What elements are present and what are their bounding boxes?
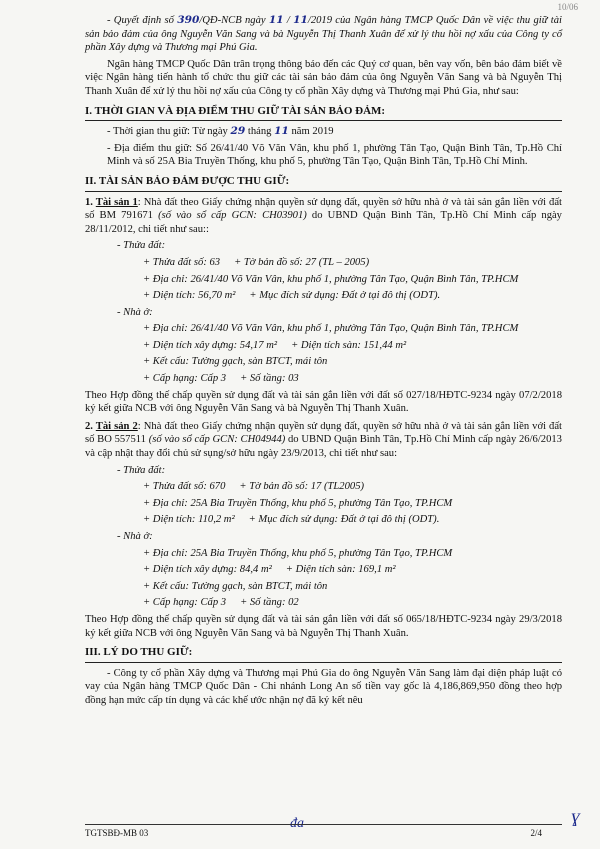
asset1-usage: + Mục đích sử dụng: Đất ở tại đô thị (ODT). [249, 290, 441, 302]
document-body [85, 14, 562, 708]
asset2-area-row [85, 513, 562, 527]
asset1-floors: + Số tầng: 03 [240, 373, 299, 385]
asset1-floor-area: + Diện tích sàn: 151,44 m² [291, 339, 407, 351]
asset1-grade-row [85, 372, 562, 386]
section2-title: II. TÀI SẢN BẢO ĐẢM ĐƯỢC THU GIỮ: [85, 175, 562, 192]
decision-mid: /QĐ-NCB ngày [199, 15, 269, 26]
asset1-label: Tài sản 1 [95, 196, 138, 208]
asset1-house-label: - Nhà ở: [117, 306, 153, 318]
asset2-usage: + Mục đích sử dụng: Đất ở tại đô thị (ODT). [248, 514, 440, 526]
asset2-land-label: - Thửa đất: [117, 464, 166, 476]
asset2-desc-italic: (số vào sổ cấp GCN: CH04944) [148, 434, 286, 446]
time-line [85, 125, 562, 139]
decision-rest: /2019 của Ngân hàng TMCP Quốc Dân về việc thu giữ tài sản bảo đảm của ông Nguyễn Văn Sang và bà Nguyễn Thị Thanh Xuân để xử lý thu hồi nợ xấu của Công ty cổ phần Xây dựng và Thương mại Phú Gia. [85, 15, 562, 54]
asset2-desc-b: do UBND Quận Bình Tân, Tp.Hồ Chí Minh cấp ngày 26/6/2013 và cập nhật thay đổi chủ sử sụng/sở hữu ngày 23/9/2013, chi tiết như sau: [85, 434, 562, 460]
asset2-house-address: + Địa chỉ: 25A Bia Truyền Thống, khu phố 5, phường Tân Tạo, TP.HCM [143, 547, 453, 559]
decision-month: 11 [293, 14, 308, 26]
decision-line: - Quyết định số 390/QĐ-NCB ngày 11 / 11/2019 của Ngân hàng TMCP Quốc Dân về việc thu giữ tài sản bảo đảm của ông Nguyễn Văn Sang và bà Nguyễn Thị Thanh Xuân để xử lý thu hồi nợ xấu của Công ty cổ phần Xây dựng và Thương mại Phú Gia. [85, 14, 562, 54]
time-day: 29 [230, 125, 246, 138]
asset2-map-sheet: + Tờ bản đồ số: 17 (TL2005) [239, 481, 365, 493]
asset1-structure: + Kết cấu: Tường gạch, sàn BTCT, mái tôn [143, 356, 328, 368]
page-number: 2/4 [530, 828, 542, 838]
decision-day: 11 [268, 14, 284, 26]
decision-prefix: - Quyết định số [107, 15, 178, 26]
corner-note: 10/06 [557, 2, 578, 12]
section3-title: III. LÝ DO THU GIỮ: [85, 646, 562, 663]
asset2-label: Tài sản 2 [95, 420, 138, 432]
asset2-area: + Diện tích: 110,2 m² [143, 514, 235, 526]
asset2-description [85, 420, 562, 461]
asset2-house-area-row [85, 563, 562, 577]
asset1-area: + Diện tích: 56,70 m² [143, 290, 236, 302]
asset2-num: 2. [85, 420, 96, 432]
asset1-desc-italic: (số vào sổ cấp GCN: CH03901) [158, 210, 307, 222]
asset1-map-sheet: + Tờ bản đồ số: 27 (TL – 2005) [234, 256, 370, 268]
asset1-desc-b: do UBND Quận Bình Tân, Tp.Hồ Chí Minh cấp ngày 28/11/2012, chi tiết như sau:: [85, 210, 562, 235]
asset2-address: + Địa chỉ: 25A Bia Truyền Thống, khu phố 5, phường Tân Tạo, TP.HCM [143, 497, 453, 509]
page-footer [85, 824, 562, 838]
asset1-area-row [85, 289, 562, 303]
notice-paragraph: Ngân hàng TMCP Quốc Dân trân trọng thông báo đến các Quý cơ quan, bên vay vốn, bên bảo đảm biết về việc Ngân hàng tiến hành tổ chức thu giữ các tài sản bảo đảm của ông Nguyễn Văn Sang và bà Nguyễn Thị Thanh Xuân để xử lý thu hồi nợ xấu của Công ty cổ phần Xây dựng và Thương mại Phú Gia, như sau: [85, 58, 562, 97]
asset1-build-area: + Diện tích xây dựng: 54,17 m² [143, 339, 278, 351]
asset2-structure: + Kết cấu: Tường gạch, sàn BTCT, mái tôn [143, 580, 328, 592]
asset1-desc-a: : Nhà đất theo Giấy chứng nhận quyền sử dụng đất, quyền sở hữu nhà ở và tài sản gắn liền với đất số BM 791671 [85, 196, 562, 222]
asset1-land-label: - Thửa đất: [117, 240, 166, 252]
initial-mark: đa [290, 816, 304, 831]
asset2-floor-area: + Diện tích sàn: 169,1 m² [285, 564, 396, 576]
asset1-contract: Theo Hợp đồng thế chấp quyền sử dụng đất và tài sản gắn liền với đất số 027/18/HĐTC-9234 ngày 07/2/2018 ký kết giữa NCB với ông Nguyễn Văn Sang và bà Nguyễn Thị Thanh Xuân. [85, 389, 562, 415]
asset1-description [85, 196, 562, 237]
asset2-parcel: + Thửa đất số: 670 [143, 481, 226, 493]
time-suffix: năm 2019 [288, 126, 334, 138]
form-code: TGTSBĐ-MB 03 [85, 828, 149, 838]
time-mid: tháng [245, 126, 275, 138]
asset2-parcel-row [85, 480, 562, 494]
asset2-build-area: + Diện tích xây dựng: 84,4 m² [143, 564, 272, 576]
asset1-house-address: + Địa chỉ: 26/41/40 Võ Văn Vân, khu phố 1, phường Tân Tạo, Quận Bình Tân, TP.HCM [143, 323, 519, 335]
asset2-desc-a: : Nhà đất theo Giấy chứng nhận quyền sử dụng đất, quyền sở hữu nhà ở và tài sản gắn liền với đất số BO 557511 [85, 420, 562, 446]
asset1-grade: + Cấp hạng: Cấp 3 [143, 373, 227, 385]
time-prefix: - Thời gian thu giữ: Từ ngày [107, 126, 231, 138]
asset1-house-area-row [85, 339, 562, 353]
asset2-grade-row [85, 596, 562, 610]
asset1-num: 1. [85, 196, 96, 208]
time-month: 11 [274, 125, 289, 138]
signature-mark: ɣ [571, 806, 580, 826]
asset1-parcel-row [85, 256, 562, 270]
reason-paragraph: - Công ty cổ phần Xây dựng và Thương mại Phú Gia do ông Nguyễn Văn Sang làm đại diện pháp luật có vay của Ngân hàng TMCP Quốc Dân - Chi nhánh Long An số tiền vay gốc là 4,186,869,950 đồng theo hợp đồng hạn mức cấp tín dụng và các khế ước nhận nợ đã ký kết nêu [85, 667, 562, 706]
asset2-house-label: - Nhà ở: [117, 531, 153, 542]
asset2-contract: Theo Hợp đồng thế chấp quyền sử dụng đất và tài sản gắn liền với đất số 065/18/HĐTC-9234 ngày 29/3/2018 ký kết giữa NCB với ông Nguyễn Văn Sang và bà Nguyễn Thị Thanh Xuân. [85, 613, 562, 639]
decision-number: 390 [177, 14, 200, 26]
place-line: - Địa điểm thu giữ: Số 26/41/40 Võ Văn Vân, khu phố 1, phường Tân Tạo, Quận Bình Tân, Tp.Hồ Chí Minh và số 25A Bia Truyền Thống, khu phố 5, phường Tân Tạo, Quận Bình Tân, Tp.Hồ Chí Minh. [107, 142, 562, 168]
section1-title: I. THỜI GIAN VÀ ĐỊA ĐIỂM THU GIỮ TÀI SẢN BẢO ĐẢM: [85, 105, 562, 122]
asset2-floors: + Số tầng: 02 [240, 597, 299, 609]
asset2-grade: + Cấp hạng: Cấp 3 [143, 597, 227, 609]
asset1-address: + Địa chỉ: 26/41/40 Võ Văn Vân, khu phố 1, phường Tân Tạo, Quận Bình Tân, TP.HCM [143, 273, 519, 285]
asset1-parcel: + Thửa đất số: 63 [143, 256, 221, 268]
